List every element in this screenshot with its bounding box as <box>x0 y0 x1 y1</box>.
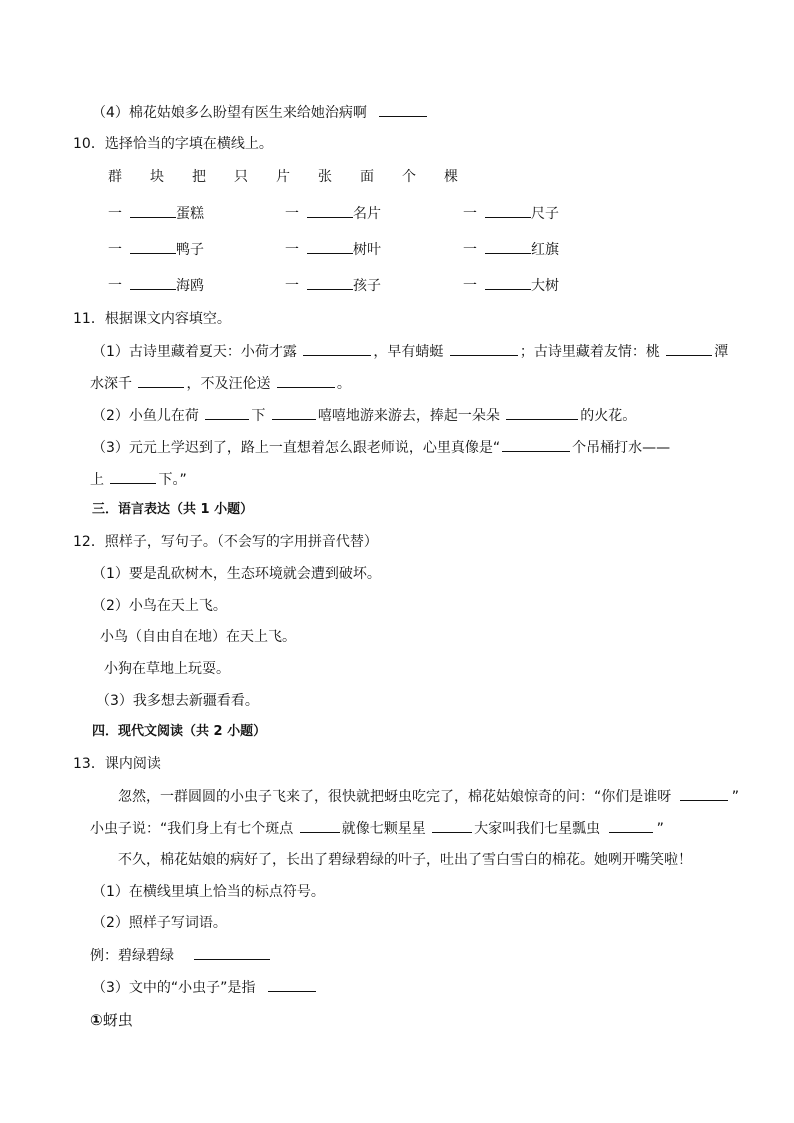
question-11-part-2: （2）小鱼儿在荷 下 嘻嘻地游来游去，捧起一朵朵 的火花。 <box>92 405 636 426</box>
question-11-part-3: （3）元元上学迟到了，路上一直想着怎么跟老师说，心里真像是“ 个吊桶打水—— <box>92 437 670 458</box>
fill-item: 一 蛋糕 <box>108 203 204 224</box>
character-bank <box>108 167 486 187</box>
question-11-part-1-cont: 水深千 ，不及汪伦送 。 <box>90 373 351 394</box>
section-4-title: 四．现代文阅读（共 2 小题） <box>92 724 267 739</box>
answer-blank[interactable] <box>485 239 531 254</box>
answer-blank[interactable] <box>205 405 249 420</box>
fill-word: 孩子 <box>353 278 381 294</box>
question-12-line-3: （3）我多想去新疆看看。 <box>96 693 259 709</box>
question-13-sub-1: （1）在横线里填上恰当的标点符号。 <box>92 884 325 900</box>
fill-item: 一 名片 <box>285 203 381 224</box>
answer-blank[interactable] <box>138 373 184 388</box>
reading-paragraph-1: 忽然，一群圆圆的小虫子飞来了，很快就把蚜虫吃完了，棉花姑娘惊奇的问：“你们是谁呀 ” <box>118 786 739 807</box>
answer-blank[interactable] <box>680 786 728 801</box>
answer-blank[interactable] <box>450 341 518 356</box>
char-option: 面 <box>360 169 374 185</box>
char-option: 片 <box>276 169 290 185</box>
question-12-line-2: （2）小鸟在天上飞。 <box>92 598 227 614</box>
fill-item: 一 孩子 <box>285 275 381 296</box>
question-12-example: 小鸟（自由自在地）在天上飞。 <box>100 629 296 645</box>
char-option: 群 <box>108 169 122 185</box>
answer-blank[interactable] <box>506 405 578 420</box>
question-11-stem: 11．根据课文内容填空。 <box>73 311 231 327</box>
reading-paragraph-2: 小虫子说：“我们身上有七个斑点 就像七颗星星 大家叫我们七星瓢虫 ” <box>90 818 664 839</box>
answer-blank[interactable] <box>307 239 353 254</box>
fill-word: 尺子 <box>531 206 559 222</box>
answer-blank[interactable] <box>609 818 653 833</box>
answer-blank[interactable] <box>432 818 472 833</box>
option-marker: ① <box>90 1011 103 1029</box>
answer-blank[interactable] <box>194 945 270 960</box>
question-12-stem: 12．照样子，写句子。（不会写的字用拼音代替） <box>73 534 378 550</box>
answer-blank[interactable] <box>485 275 531 290</box>
fill-item: 一 鸭子 <box>108 239 204 260</box>
reading-paragraph-3: 不久，棉花姑娘的病好了，长出了碧绿碧绿的叶子，吐出了雪白雪白的棉花。她咧开嘴笑啦！ <box>118 852 692 868</box>
question-13-sub-3: （3）文中的“小虫子”是指 <box>92 977 316 998</box>
section-3-title: 三．语言表达（共 1 小题） <box>92 502 254 517</box>
answer-blank[interactable] <box>303 341 371 356</box>
fill-word: 树叶 <box>353 242 381 258</box>
char-option: 张 <box>318 169 332 185</box>
question-11-part-1: （1）古诗里藏着夏天：小荷才露 ，早有蜻蜓 ；古诗里藏着友情：桃 潭 <box>92 341 728 362</box>
char-option: 棵 <box>444 169 458 185</box>
answer-blank[interactable] <box>268 977 316 992</box>
fill-item: 一 大树 <box>463 275 559 296</box>
answer-blank[interactable] <box>110 469 156 484</box>
answer-blank[interactable] <box>277 373 335 388</box>
answer-blank[interactable] <box>300 818 340 833</box>
answer-blank[interactable] <box>130 239 176 254</box>
question-12-task: 小狗在草地上玩耍。 <box>104 661 230 677</box>
option-1[interactable] <box>90 1010 133 1030</box>
fill-word: 名片 <box>353 206 381 222</box>
answer-blank[interactable] <box>485 203 531 218</box>
question-10-stem: 10．选择恰当的字填在横线上。 <box>73 136 273 152</box>
fill-word: 红旗 <box>531 242 559 258</box>
answer-blank[interactable] <box>307 203 353 218</box>
fill-word: 蛋糕 <box>176 206 204 222</box>
fill-word: 大树 <box>531 278 559 294</box>
answer-blank[interactable] <box>130 203 176 218</box>
fill-word: 鸭子 <box>176 242 204 258</box>
answer-blank[interactable] <box>272 405 316 420</box>
question-13-example: 例：碧绿碧绿 <box>90 945 270 966</box>
question-12-line-1: （1）要是乱砍树木，生态环境就会遭到破坏。 <box>92 566 381 582</box>
answer-blank[interactable] <box>502 437 570 452</box>
char-option: 个 <box>402 169 416 185</box>
fill-item: 一 海鸥 <box>108 275 204 296</box>
question-9-item-4 <box>92 102 427 123</box>
fill-item: 一 树叶 <box>285 239 381 260</box>
fill-item: 一 尺子 <box>463 203 559 224</box>
char-option: 只 <box>234 169 248 185</box>
option-text: 蚜虫 <box>102 1011 133 1029</box>
char-option: 块 <box>150 169 164 185</box>
answer-blank[interactable] <box>666 341 712 356</box>
question-13-sub-2: （2）照样子写词语。 <box>92 915 227 931</box>
fill-item: 一 红旗 <box>463 239 559 260</box>
answer-blank[interactable] <box>379 102 427 117</box>
fill-word: 海鸥 <box>176 278 204 294</box>
question-11-part-3-cont: 上 下。” <box>90 469 187 490</box>
answer-blank[interactable] <box>307 275 353 290</box>
question-13-stem: 13．课内阅读 <box>73 756 161 772</box>
char-option: 把 <box>192 169 206 185</box>
answer-blank[interactable] <box>130 275 176 290</box>
item-text: （4）棉花姑娘多么盼望有医生来给她治病啊 <box>92 105 367 121</box>
